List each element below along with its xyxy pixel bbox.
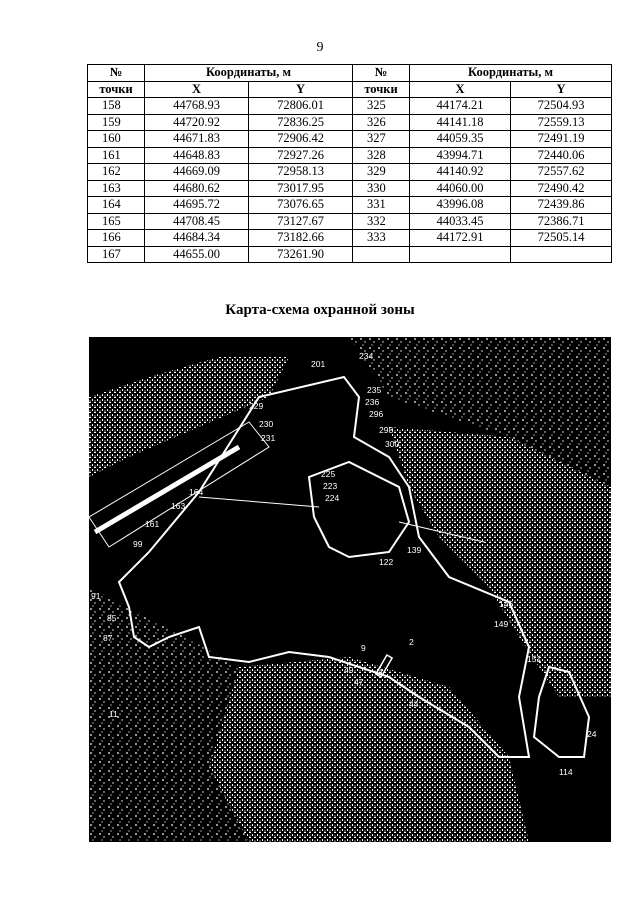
x-coordinate-cell: 44684.34 — [145, 230, 249, 247]
header-point-sub: точки — [88, 81, 145, 98]
table-row — [88, 213, 612, 230]
x-coordinate-cell: 44033.45 — [410, 213, 511, 230]
table-row — [88, 114, 612, 131]
table-row — [88, 246, 612, 263]
map-point-label: 87 — [103, 633, 113, 643]
x-coordinate-cell: 44669.09 — [145, 164, 249, 181]
point-number-cell: 325 — [353, 98, 410, 115]
x-coordinate-cell: 44059.35 — [410, 131, 511, 148]
y-coordinate-cell: 73017.95 — [249, 180, 353, 197]
x-coordinate-cell: 44655.00 — [145, 246, 249, 263]
map-point-label: 236 — [365, 397, 380, 407]
y-coordinate-cell: 72559.13 — [511, 114, 612, 131]
x-coordinate-cell: 44648.83 — [145, 147, 249, 164]
x-coordinate-cell: 43994.71 — [410, 147, 511, 164]
x-coordinate-cell: 44695.72 — [145, 197, 249, 214]
y-coordinate-cell: 72504.93 — [511, 98, 612, 115]
map-title: Карта-схема охранной зоны — [225, 302, 415, 318]
point-number-cell: 164 — [88, 197, 145, 214]
table-row — [88, 98, 612, 115]
header-x: X — [410, 81, 511, 98]
map-point-label: 161 — [145, 519, 160, 529]
map-point-label: 300 — [385, 439, 400, 449]
map-point-label: 225 — [321, 469, 336, 479]
map-point-label: 149 — [494, 619, 509, 629]
y-coordinate-cell: 72557.62 — [511, 164, 612, 181]
y-coordinate-cell: 73127.67 — [249, 213, 353, 230]
point-number-cell: 327 — [353, 131, 410, 148]
header-y: Y — [249, 81, 353, 98]
y-coordinate-cell: 72927.26 — [249, 147, 353, 164]
map-point-label: 122 — [379, 557, 394, 567]
x-coordinate-cell: 44140.92 — [410, 164, 511, 181]
map-point-label: 49 — [344, 665, 354, 675]
map-point-label: 230 — [259, 419, 274, 429]
y-coordinate-cell: 73182.66 — [249, 230, 353, 247]
table-row — [88, 164, 612, 181]
x-coordinate-cell: 44141.18 — [410, 114, 511, 131]
map-point-label: 44 — [409, 699, 419, 709]
y-coordinate-cell: 72906.42 — [249, 131, 353, 148]
y-coordinate-cell: 72440.06 — [511, 147, 612, 164]
y-coordinate-cell: 72505.14 — [511, 230, 612, 247]
map-point-label: 235 — [367, 385, 382, 395]
point-number-cell: 161 — [88, 147, 145, 164]
header-y: Y — [511, 81, 612, 98]
map-point-label: 234 — [359, 351, 374, 361]
map-point-label: 85 — [107, 613, 117, 623]
x-coordinate-cell: 44708.45 — [145, 213, 249, 230]
map-point-label: 298 — [379, 425, 394, 435]
map-point-label: 223 — [323, 481, 338, 491]
map-point-label: 231 — [261, 433, 276, 443]
map-point-label: 201 — [311, 359, 326, 369]
x-coordinate-cell: 44720.92 — [145, 114, 249, 131]
table-row — [88, 131, 612, 148]
y-coordinate-cell: 72386.71 — [511, 213, 612, 230]
y-coordinate-cell: 72490.42 — [511, 180, 612, 197]
map-image — [89, 337, 611, 842]
map-point-label: 47 — [354, 677, 364, 687]
point-number-cell: 165 — [88, 213, 145, 230]
point-number-cell: 329 — [353, 164, 410, 181]
header-point-sub: точки — [353, 81, 410, 98]
table-header-row — [88, 65, 612, 82]
x-coordinate-cell: 44768.93 — [145, 98, 249, 115]
table-row — [88, 180, 612, 197]
x-coordinate-cell: 44172.91 — [410, 230, 511, 247]
point-number-cell — [353, 246, 410, 263]
header-point-no: № — [88, 65, 145, 82]
map-point-label: 11 — [109, 709, 118, 719]
x-coordinate-cell: 44174.21 — [410, 98, 511, 115]
map-point-label: 164 — [189, 487, 204, 497]
map-point-label: 163 — [171, 501, 186, 511]
map-point-label: 229 — [249, 401, 264, 411]
y-coordinate-cell: 73261.90 — [249, 246, 353, 263]
point-number-cell: 166 — [88, 230, 145, 247]
point-number-cell: 162 — [88, 164, 145, 181]
map-point-label: 2 — [409, 637, 414, 647]
x-coordinate-cell: 43996.08 — [410, 197, 511, 214]
map-point-label: 296 — [369, 409, 384, 419]
x-coordinate-cell: 44680.62 — [145, 180, 249, 197]
point-number-cell: 160 — [88, 131, 145, 148]
point-number-cell: 158 — [88, 98, 145, 115]
point-number-cell: 326 — [353, 114, 410, 131]
point-number-cell: 163 — [88, 180, 145, 197]
x-coordinate-cell: 44671.83 — [145, 131, 249, 148]
map-point-label: 224 — [325, 493, 340, 503]
map-point-label: 151 — [527, 654, 542, 664]
y-coordinate-cell: 72836.25 — [249, 114, 353, 131]
point-number-cell: 328 — [353, 147, 410, 164]
point-number-cell: 333 — [353, 230, 410, 247]
header-x: X — [145, 81, 249, 98]
table-body — [88, 98, 612, 263]
point-number-cell: 330 — [353, 180, 410, 197]
table-row — [88, 197, 612, 214]
y-coordinate-cell: 72958.13 — [249, 164, 353, 181]
header-coordinates: Координаты, м — [410, 65, 612, 82]
protection-zone-map — [89, 337, 611, 842]
header-point-no: № — [353, 65, 410, 82]
map-point-label: 146 — [499, 599, 514, 609]
table-subheader-row — [88, 81, 612, 98]
table-row — [88, 230, 612, 247]
map-point-label: 139 — [407, 545, 422, 555]
y-coordinate-cell: 73076.65 — [249, 197, 353, 214]
table-row — [88, 147, 612, 164]
map-point-label: 1 — [379, 667, 384, 677]
page-number: 9 — [316, 40, 324, 55]
header-coordinates: Координаты, м — [145, 65, 353, 82]
map-point-label: 99 — [133, 539, 143, 549]
x-coordinate-cell: 44060.00 — [410, 180, 511, 197]
point-number-cell: 332 — [353, 213, 410, 230]
x-coordinate-cell — [410, 246, 511, 263]
map-point-label: 91 — [91, 591, 101, 601]
map-point-label: 9 — [361, 643, 366, 653]
coordinates-table — [87, 64, 612, 263]
y-coordinate-cell: 72491.19 — [511, 131, 612, 148]
point-number-cell: 331 — [353, 197, 410, 214]
map-point-label: 24 — [587, 729, 597, 739]
point-number-cell: 159 — [88, 114, 145, 131]
map-point-label: 114 — [559, 767, 573, 777]
point-number-cell: 167 — [88, 246, 145, 263]
y-coordinate-cell — [511, 246, 612, 263]
y-coordinate-cell: 72806.01 — [249, 98, 353, 115]
y-coordinate-cell: 72439.86 — [511, 197, 612, 214]
